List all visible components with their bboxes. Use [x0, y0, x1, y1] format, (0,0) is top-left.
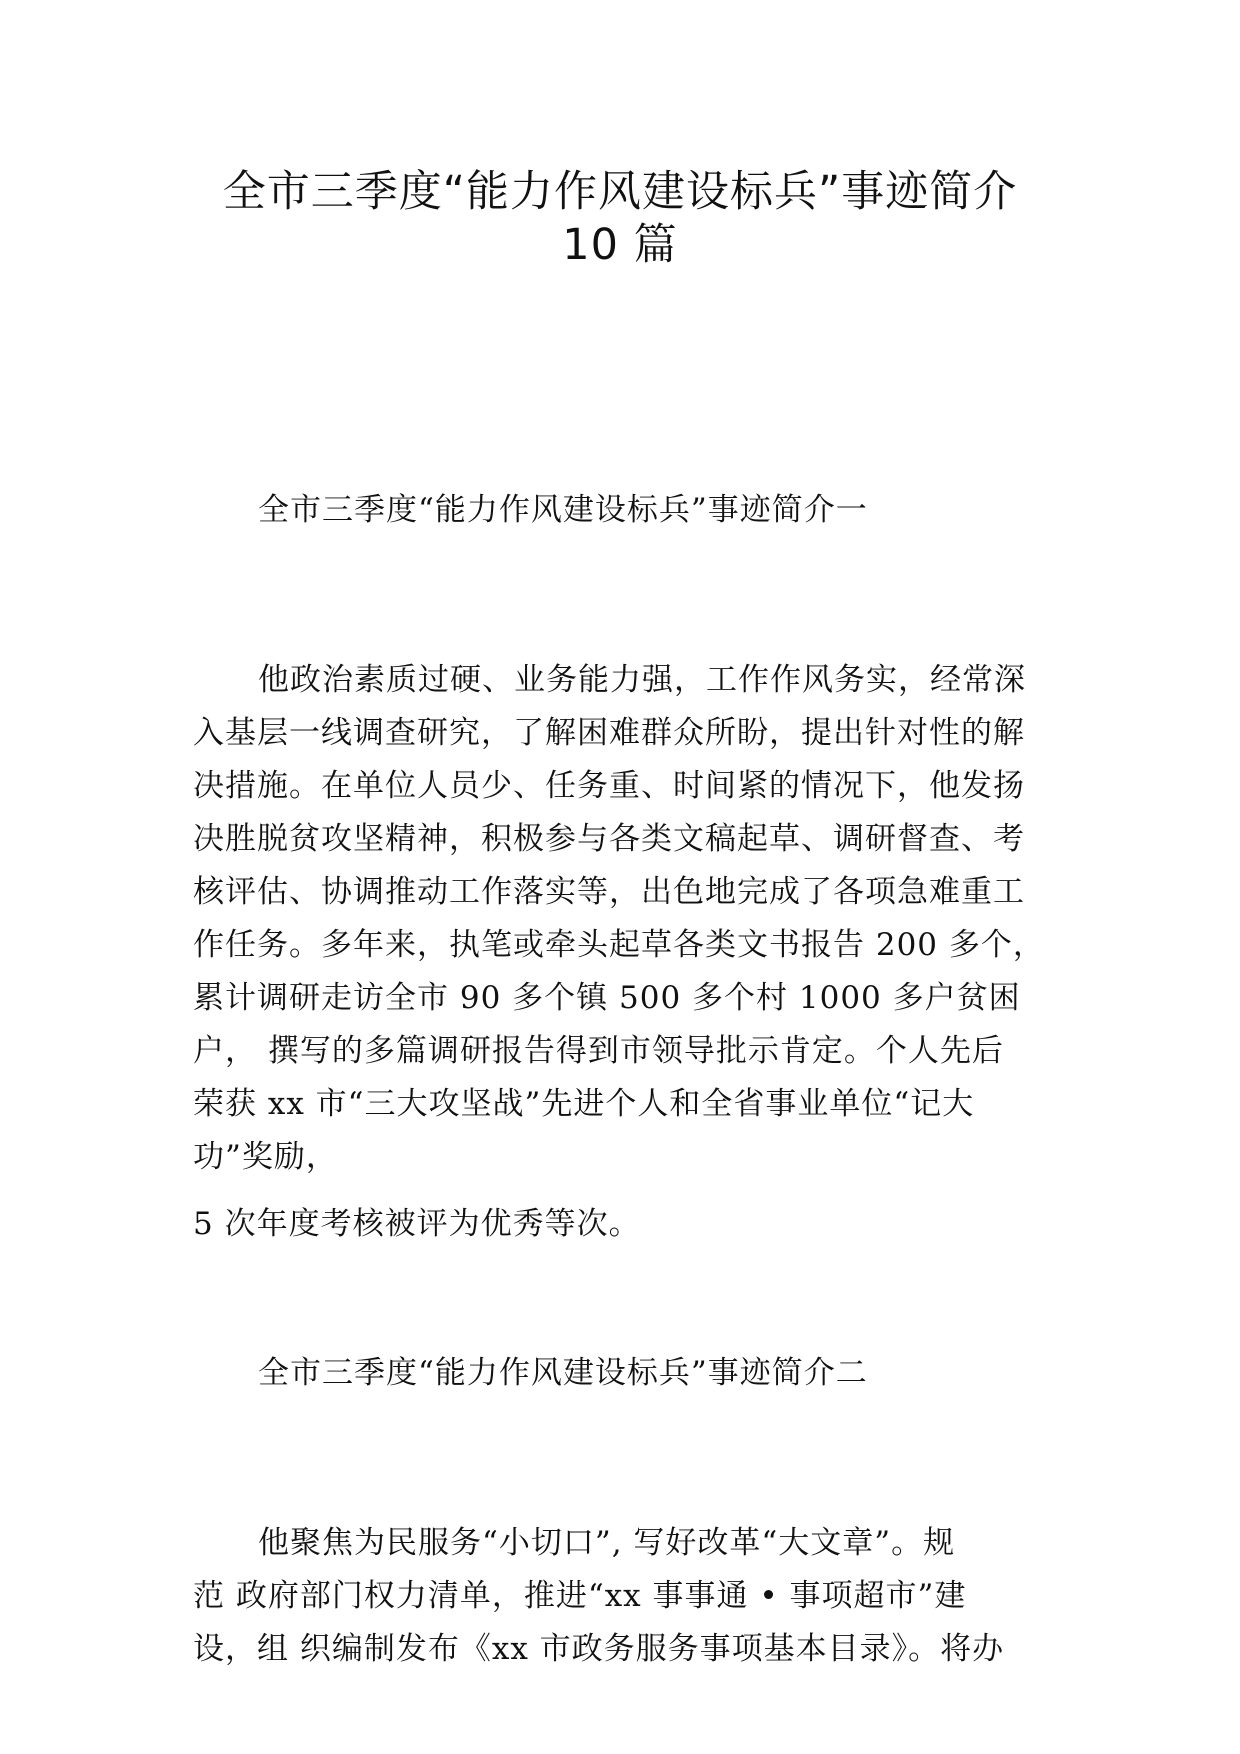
- document-title-line-1: 全市三季度“能力作风建设标兵”事迹简介: [222, 167, 1018, 217]
- section-1-line: 他政治素质过硬、业务能力强，工作作风务实，经常深: [258, 662, 1026, 698]
- section-1-line: 决措施。在单位人员少、任务重、时间紧的情况下，他发扬: [193, 768, 1025, 804]
- section-1-line: 5 次年度考核被评为优秀等次。: [193, 1206, 641, 1242]
- section-1-line: 入基层一线调查研究，了解困难群众所盼，提出针对性的解: [193, 715, 1025, 751]
- section-1-line: 荣获 xx 市“三大攻坚战”先进个人和全省事业单位“记大: [193, 1086, 975, 1122]
- section-2-line: 范 政府部门权力清单，推进“xx 事事通 • 事项超市”建: [193, 1578, 967, 1614]
- section-1-line: 功”奖励，: [193, 1139, 338, 1175]
- section-1-line: 累计调研走访全市 90 多个镇 500 多个村 1000 多户贫困: [193, 980, 1021, 1016]
- section-2-line: 他聚焦为民服务“小切口”, 写好改革“大文章”。规: [258, 1525, 956, 1561]
- section-1-line: 决胜脱贫攻坚精神，积极参与各类文稿起草、调研督查、考: [193, 821, 1025, 857]
- section-1-heading: 全市三季度“能力作风建设标兵”事迹简介一: [258, 492, 868, 528]
- section-2-line: 设，组 织编制发布《xx 市政务服务事项基本目录》。将办: [193, 1631, 1005, 1667]
- document-title-line-2: 10 篇: [562, 220, 678, 270]
- section-2-heading: 全市三季度“能力作风建设标兵”事迹简介二: [258, 1355, 868, 1391]
- section-1-line: 核评估、协调推动工作落实等，出色地完成了各项急难重工: [193, 874, 1025, 910]
- section-1-line: 作任务。多年来，执笔或牵头起草各类文书报告 200 多个，: [193, 927, 1045, 963]
- section-1-line: 户， 撰写的多篇调研报告得到市领导批示肯定。个人先后: [193, 1033, 1004, 1069]
